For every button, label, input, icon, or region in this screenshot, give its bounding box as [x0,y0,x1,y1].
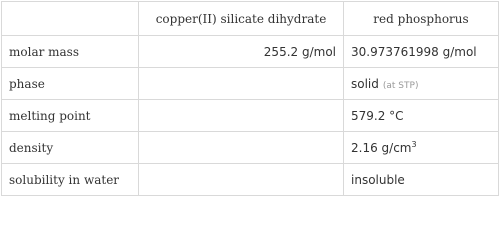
table-row [2,36,499,68]
copper-molar-mass: 255.2 g/mol [139,36,344,68]
red-p-molar-mass: 30.973761998 g/mol [344,36,499,68]
row-label-molar-mass: molar mass [2,36,139,68]
row-label-density: density [2,132,139,164]
header-copper-silicate: copper(II) silicate dihydrate [139,2,344,36]
red-p-density-exponent: 3 [411,140,417,149]
table-row [2,132,499,164]
red-p-phase-value: solid [351,76,379,91]
table-row [2,100,499,132]
table-row [2,164,499,196]
red-p-density [344,132,499,164]
red-p-melting-point: 579.2 °C [344,100,499,132]
row-label-solubility: solubility in water [2,164,139,196]
copper-phase [139,68,344,100]
copper-density [139,132,344,164]
copper-solubility [139,164,344,196]
red-p-solubility: insoluble [344,164,499,196]
red-p-phase-note: (at STP) [382,80,419,91]
row-label-phase: phase [2,68,139,100]
red-p-density-value: 2.16 g/cm [351,141,412,155]
comparison-table [1,1,499,196]
header-empty-cell [2,2,139,36]
header-red-phosphorus: red phosphorus [344,2,499,36]
row-label-melting-point: melting point [2,100,139,132]
copper-melting-point [139,100,344,132]
header-row [2,2,499,36]
red-p-phase [344,68,499,100]
table-row [2,68,499,100]
